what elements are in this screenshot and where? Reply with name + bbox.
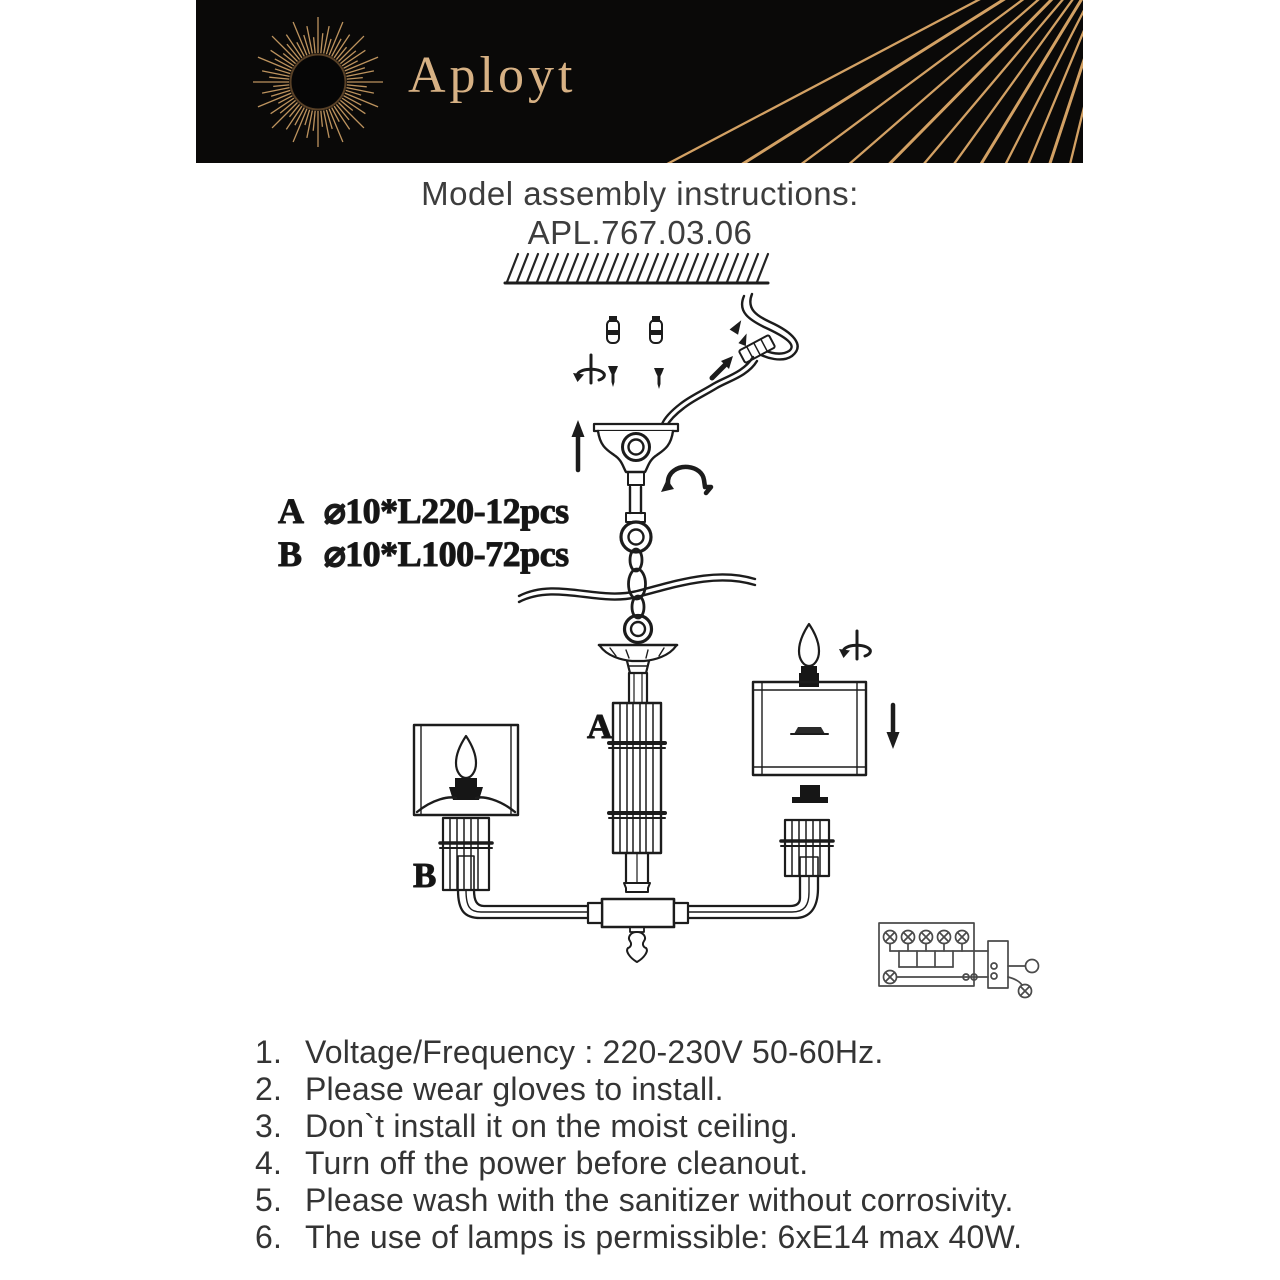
pendant-wire — [519, 574, 755, 602]
finial — [627, 932, 647, 962]
lamp-icon — [1019, 985, 1032, 998]
instruction-text: Turn off the power before cleanout. — [305, 1145, 809, 1181]
brand-banner — [196, 0, 1083, 163]
wall-anchor — [650, 316, 662, 343]
hanging-rod — [626, 487, 645, 522]
center-column — [609, 673, 665, 892]
suspension-ring — [621, 522, 651, 552]
right-shade — [753, 682, 866, 775]
instruction-text: Please wear gloves to install. — [305, 1071, 724, 1107]
instruction-number: 2. — [255, 1071, 283, 1107]
lamp-icon — [884, 931, 897, 944]
power-wires — [662, 294, 798, 427]
instruction-text: The use of lamps is permissible: 6xE14 max 40W. — [305, 1219, 1023, 1255]
suspension-ring — [625, 616, 652, 643]
wire-nut — [738, 332, 750, 346]
instruction-row — [255, 1145, 1022, 1182]
screw — [654, 368, 664, 389]
legend-key-a: A — [278, 491, 302, 531]
lamp-icon — [938, 931, 951, 944]
brand-wordmark: Aployt — [408, 47, 577, 104]
ceiling-hatch — [505, 254, 768, 283]
right-bulb-base — [799, 673, 819, 687]
up-arrow-icon — [572, 420, 585, 470]
sunburst-center — [292, 56, 344, 108]
lamp-icon — [884, 971, 897, 984]
instruction-row — [255, 1108, 1022, 1145]
top-bobeche — [599, 645, 677, 673]
instruction-number: 6. — [255, 1219, 283, 1255]
parts-legend — [278, 491, 569, 574]
lamp-icon — [920, 931, 933, 944]
left-crystal — [440, 818, 492, 890]
svg-text:A ⌀10*L220-12pcs — [278, 491, 569, 531]
down-arrow-icon — [887, 705, 900, 749]
wire-nut — [730, 318, 746, 335]
chain-links — [629, 549, 646, 618]
instruction-number: 3. — [255, 1108, 283, 1144]
instruction-text: Voltage/Frequency : 220-230V 50-60Hz. — [305, 1034, 884, 1070]
legend-key-b: B — [278, 534, 302, 574]
part-label-a: A — [587, 707, 612, 746]
wiring-schematic — [879, 923, 1039, 998]
instruction-row — [255, 1219, 1022, 1256]
instruction-row — [255, 1182, 1022, 1219]
right-bulb — [799, 624, 819, 687]
instruction-number: 1. — [255, 1034, 283, 1070]
instructions-list — [255, 1034, 1022, 1256]
assembly-diagram — [0, 240, 1280, 1040]
center-hub — [588, 899, 688, 962]
right-crystal — [781, 820, 833, 876]
part-label-b: B — [413, 856, 436, 895]
instruction-row — [255, 1071, 1022, 1108]
legend-spec-b: ⌀10*L100-72pcs — [324, 534, 569, 574]
ceiling-canopy — [594, 424, 678, 485]
left-bulb — [417, 736, 515, 812]
legend-spec-a: ⌀10*L220-12pcs — [324, 491, 569, 531]
instruction-number: 4. — [255, 1145, 283, 1181]
instruction-text: Don`t install it on the moist ceiling. — [305, 1108, 799, 1144]
banner-art — [196, 0, 1083, 163]
rotate-icon — [573, 355, 604, 383]
right-socket-cap — [792, 785, 828, 803]
shade-socket-mark — [794, 727, 825, 734]
page-title: Model assembly instructions: — [421, 175, 859, 212]
instruction-number: 5. — [255, 1182, 283, 1218]
svg-text:B ⌀10*L100-72pcs — [278, 534, 569, 574]
lamp-icon — [956, 931, 969, 944]
lamp-icon — [902, 931, 915, 944]
rotate-icon — [839, 631, 870, 659]
left-shade — [414, 725, 518, 815]
instruction-text: Please wash with the sanitizer without corrosivity. — [305, 1182, 1014, 1218]
model-number: APL.767.03.06 — [527, 214, 753, 251]
wall-anchor — [607, 316, 619, 343]
screw — [608, 366, 618, 387]
hook-arrow-icon — [661, 467, 711, 493]
instruction-row — [255, 1034, 1022, 1071]
